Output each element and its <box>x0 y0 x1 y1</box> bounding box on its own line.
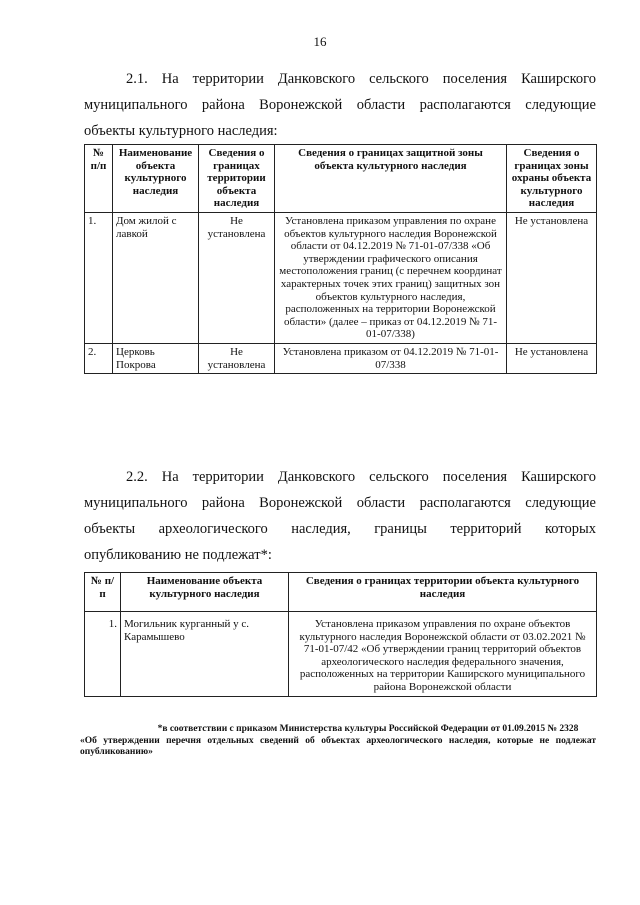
section-2-2-paragraph <box>84 464 596 568</box>
footnote-line-1: *в соответствии с приказом Министерства культуры Российской Федерации от 01.09.2015 № 2328 <box>157 724 579 734</box>
header-protection-zone: Сведения о границах зоны охраны объекта культурного наследия <box>507 145 597 213</box>
table-row <box>85 343 597 373</box>
header-number: № п/п <box>85 145 113 213</box>
row-number: 1. <box>85 612 121 697</box>
footnote-line-2: «Об утверждении перечня отдельных сведений об объектах археологического наследия, которые не подлежат опубликованию» <box>80 735 596 757</box>
header-name: Наименование объекта культурного наследия <box>121 573 289 612</box>
section-2-1-text: 2.1. На территории Данковского сельского поселения Каширского муниципального района Воронежской области располагаются следующие объекты культурного наследия: <box>84 71 596 139</box>
footnote <box>80 724 596 759</box>
header-territory-info: Сведения о границах территории объекта культурного наследия <box>289 573 597 612</box>
section-2-2-text: 2.2. На территории Данковского сельского поселения Каширского муниципального района Воронежской области располагаются следующие объекты археологического наследия, границы территорий которых опубликованию не подлежат*: <box>84 469 596 563</box>
header-name: Наименование объекта культурного наследия <box>113 145 199 213</box>
row-territory-info: Установлена приказом управления по охране объектов культурного наследия Воронежской области от 03.02.2021 № 71-01-07/42 «Об утверждении границ территорий объектов археологического наследия федерального значения, расположенных на территории Каширского муниципального района Воронежской области <box>289 612 597 697</box>
row-protective-zone: Установлена приказом управления по охране объектов культурного наследия Воронежской области от 04.12.2019 № 71-01-07/338 «Об утверждении графического описания местоположения границ (с перечнем координат характерных точек этих границ) защитных зон объектов культурного наследия, расположенных на территории Воронежской области» (далее – приказ от 04.12.2019 № 71-01-07/338) <box>275 212 507 343</box>
table-row <box>85 212 597 343</box>
table-header-row <box>85 573 597 612</box>
section-2-1-paragraph <box>84 66 596 144</box>
table-header-row <box>85 145 597 213</box>
row-name: Церковь Покрова <box>113 343 199 373</box>
row-protection-zone: Не установлена <box>507 212 597 343</box>
header-number: № п/п <box>85 573 121 612</box>
row-name: Могильник курганный у с. Карамышево <box>121 612 289 697</box>
row-territory: Не установлена <box>199 343 275 373</box>
row-protective-zone: Установлена приказом от 04.12.2019 № 71-01-07/338 <box>275 343 507 373</box>
row-protection-zone: Не установлена <box>507 343 597 373</box>
header-territory: Сведения о границах территории объекта наследия <box>199 145 275 213</box>
page-number: 16 <box>313 34 327 49</box>
cultural-heritage-table <box>84 144 597 374</box>
table-row <box>85 612 597 697</box>
header-protective-zone: Сведения о границах защитной зоны объекта культурного наследия <box>275 145 507 213</box>
row-territory: Не установлена <box>199 212 275 343</box>
row-number: 2. <box>85 343 113 373</box>
row-name: Дом жилой с лавкой <box>113 212 199 343</box>
row-number: 1. <box>85 212 113 343</box>
archaeological-heritage-table <box>84 572 597 697</box>
